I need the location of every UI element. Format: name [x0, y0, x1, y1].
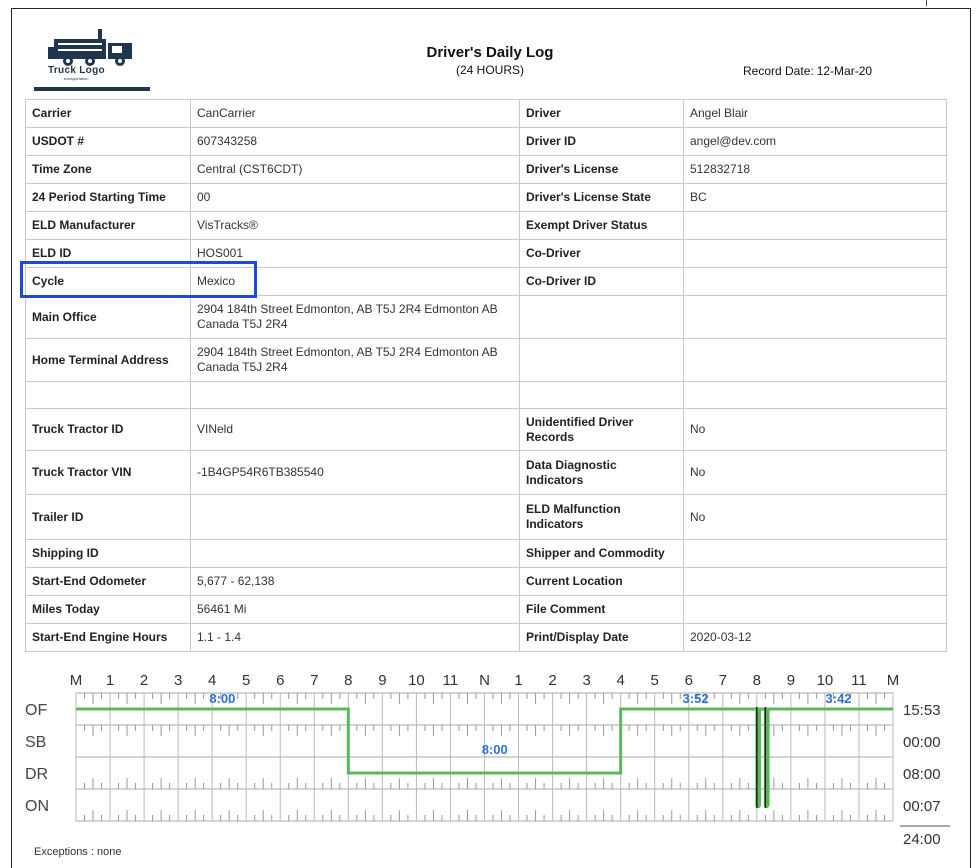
info-row [26, 495, 947, 540]
field-value [684, 296, 947, 339]
field-label: Home Terminal Address [26, 339, 191, 382]
hour-label: 3 [173, 672, 183, 689]
field-label: Exempt Driver Status [520, 212, 684, 240]
field-value: 2904 184th Street Edmonton, AB T5J 2R4 Edmonton AB Canada T5J 2R4 [191, 296, 520, 339]
field-value [684, 596, 947, 624]
field-value [684, 268, 947, 296]
info-row [26, 540, 947, 568]
page-title: Driver's Daily Log [426, 44, 554, 61]
status-label: DR [25, 766, 49, 783]
field-label: Driver [520, 100, 684, 128]
info-row [26, 382, 947, 409]
field-label: Co-Driver ID [520, 268, 684, 296]
info-row [26, 296, 947, 339]
hour-label: 5 [242, 672, 251, 689]
hour-label: 11 [442, 672, 459, 689]
duration-label: 3:52 [682, 691, 709, 706]
record-date-value: 12-Mar-20 [816, 64, 873, 78]
hour-label: 10 [816, 672, 834, 689]
record-date-label: Record Date: [743, 64, 814, 78]
info-row [26, 212, 947, 240]
field-label: Driver's License State [520, 184, 684, 212]
hour-label: 6 [276, 672, 285, 689]
status-total: 00:00 [903, 734, 941, 751]
info-row [26, 596, 947, 624]
field-label [520, 296, 684, 339]
field-value: No [684, 495, 947, 540]
field-value: VisTracks® [191, 212, 520, 240]
status-total: 15:53 [903, 702, 941, 719]
logo-text: Truck Logo [48, 65, 105, 76]
status-total: 00:07 [903, 798, 941, 815]
logo-underline [34, 87, 150, 91]
hour-label: M [69, 672, 83, 689]
field-value: angel@dev.com [684, 128, 947, 156]
hour-label: 6 [684, 672, 693, 689]
field-value: VINeld [191, 409, 520, 451]
field-label: Start-End Odometer [26, 568, 191, 596]
info-row [26, 339, 947, 382]
page-subtitle: (24 HOURS) [455, 63, 524, 77]
info-row [26, 624, 947, 652]
field-label: Co-Driver [520, 240, 684, 268]
field-value: Angel Blair [684, 100, 947, 128]
status-label: ON [25, 798, 49, 815]
field-label: Unidentified Driver Records [520, 409, 684, 451]
field-label: ELD Manufacturer [26, 212, 191, 240]
field-label: Cycle [26, 268, 191, 296]
hour-label: 8 [752, 672, 762, 689]
field-label: Data Diagnostic Indicators [520, 451, 684, 495]
hour-label: 3 [582, 672, 591, 689]
info-row [26, 184, 947, 212]
field-label: Truck Tractor ID [26, 409, 191, 451]
field-label: 24 Period Starting Time [26, 184, 191, 212]
field-label: Miles Today [26, 596, 191, 624]
field-label: Trailer ID [26, 495, 191, 540]
field-value: 2020-03-12 [684, 624, 947, 652]
field-value: 5,677 - 62,138 [191, 568, 520, 596]
field-value: 512832718 [684, 156, 947, 184]
field-label [520, 339, 684, 382]
duration-label: 8:00 [209, 691, 236, 706]
info-row [26, 451, 947, 495]
hour-label: 1 [514, 672, 523, 689]
field-label: Time Zone [26, 156, 191, 184]
field-label: USDOT # [26, 128, 191, 156]
field-value [684, 382, 947, 409]
field-label: Start-End Engine Hours [26, 624, 191, 652]
hour-label: N [479, 672, 490, 689]
field-label: Main Office [26, 296, 191, 339]
info-row [26, 568, 947, 596]
hour-label: 4 [616, 672, 625, 689]
field-value [684, 540, 947, 568]
hour-label: 9 [786, 672, 796, 689]
hour-label: 10 [408, 672, 425, 689]
info-row [26, 128, 947, 156]
hour-label: 9 [378, 672, 387, 689]
field-label: Truck Tractor VIN [26, 451, 191, 495]
field-label: Shipping ID [26, 540, 191, 568]
cycle-highlight-box [20, 261, 257, 298]
field-value: 00 [191, 184, 520, 212]
field-value [191, 382, 520, 409]
field-label: Carrier [26, 100, 191, 128]
field-label: ELD ID [26, 240, 191, 268]
info-row [26, 409, 947, 451]
hour-label: 11 [851, 672, 867, 689]
field-value: HOS001 [191, 240, 520, 268]
hour-label: 4 [207, 672, 217, 689]
info-row [26, 156, 947, 184]
hour-label: 7 [718, 672, 727, 689]
field-value: -1B4GP54R6TB385540 [191, 451, 520, 495]
field-value: 607343258 [191, 128, 520, 156]
field-value: 56461 Mi [191, 596, 520, 624]
status-total: 08:00 [903, 766, 941, 783]
grand-total: 24:00 [903, 831, 941, 848]
field-value: CanCarrier [191, 100, 520, 128]
info-row [26, 100, 947, 128]
field-value: 1.1 - 1.4 [191, 624, 520, 652]
field-value: BC [684, 184, 947, 212]
field-label: Driver's License [520, 156, 684, 184]
field-value: No [684, 409, 947, 451]
hour-label: 8 [344, 672, 353, 689]
field-label: Print/Display Date [520, 624, 684, 652]
field-value [684, 339, 947, 382]
duration-label: 8:00 [481, 742, 508, 757]
field-value [684, 240, 947, 268]
truck-logo [34, 25, 150, 93]
field-label: File Comment [520, 596, 684, 624]
field-value [191, 540, 520, 568]
hour-label: 2 [139, 672, 149, 689]
field-value [191, 495, 520, 540]
field-value: 2904 184th Street Edmonton, AB T5J 2R4 Edmonton AB Canada T5J 2R4 [191, 339, 520, 382]
record-date [740, 64, 872, 78]
hour-label: 1 [105, 672, 115, 689]
page-corner-mark [926, 0, 927, 6]
duration-label: 3:42 [825, 691, 852, 706]
field-value: Mexico [191, 268, 520, 296]
hour-label: 2 [548, 672, 557, 689]
field-value [684, 568, 947, 596]
field-label: Current Location [520, 568, 684, 596]
status-label: SB [25, 734, 47, 751]
duty-status-grid [0, 660, 979, 850]
exceptions-text: Exceptions : none [34, 846, 122, 858]
field-label: Shipper and Commodity [520, 540, 684, 568]
field-value [684, 212, 947, 240]
driver-info-table [25, 99, 947, 652]
field-value: Central (CST6CDT) [191, 156, 520, 184]
hour-label: M [886, 672, 900, 689]
logo-subtext: transportation [64, 76, 89, 81]
hour-label: 5 [650, 672, 659, 689]
field-label [520, 382, 684, 409]
hour-label: 7 [310, 672, 319, 689]
field-label: Driver ID [520, 128, 684, 156]
field-label: ELD Malfunction Indicators [520, 495, 684, 540]
status-label: OF [25, 702, 48, 719]
field-label [26, 382, 191, 409]
field-value: No [684, 451, 947, 495]
